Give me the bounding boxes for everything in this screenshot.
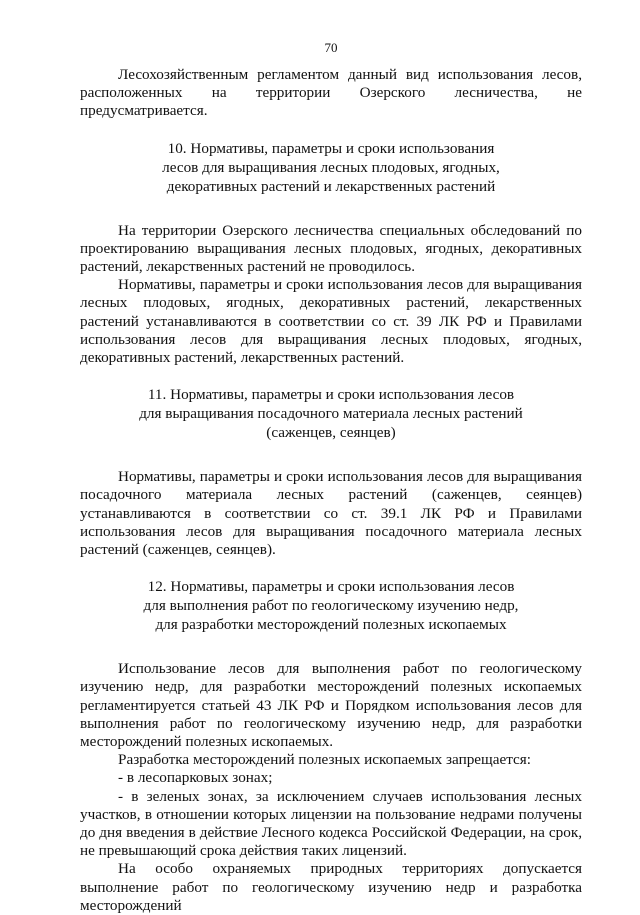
section-11-heading-line-2: для выращивания посадочного материала лесных растений bbox=[139, 405, 523, 423]
section-12-heading-line-3: для разработки месторождений полезных ископаемых bbox=[155, 616, 507, 634]
section-12-heading-line-1: 12. Нормативы, параметры и сроки использования лесов bbox=[147, 578, 515, 596]
intro-paragraph: Лесохозяйственным регламентом данный вид использования лесов, расположенных на территории Озерского лесничества, не предусматривается. bbox=[80, 66, 582, 120]
section-10-heading bbox=[80, 139, 582, 196]
section-10-heading-line-2: лесов для выращивания лесных плодовых, ягодных, bbox=[162, 158, 500, 176]
section-10-paragraph-2: Нормативы, параметры и сроки использования лесов для выращивания лесных плодовых, ягодных, декоративных растений, лекарственных растений устанавливаются в соответствии со ст. 39 ЛК РФ и Правилами использования лесов для выращивания лесных плодовых, ягодных, декоративных растений, лекарственных растений. bbox=[80, 276, 582, 367]
section-12-list-item-2: - в зеленых зонах, за исключением случаев использования лесных участков, в отношении которых лицензии на пользование недрами получены до дня введения в действие Лесного кодекса Российской Федерации, на срок, не превышающий срока действия таких лицензий. bbox=[80, 787, 582, 860]
section-11-heading-line-1: 11. Нормативы, параметры и сроки использования лесов bbox=[147, 386, 515, 404]
section-12-paragraph-1: Использование лесов для выполнения работ по геологическому изучению недр, для разработки месторождений полезных ископаемых регламентируется статьей 43 ЛК РФ и Порядком использования лесов для выполнения работ по геологическому изучению недр, для разработки месторождений полезных ископаемых. bbox=[80, 660, 582, 751]
page-number: 70 bbox=[324, 40, 338, 55]
section-12-paragraph-3: На особо охраняемых природных территориях допускается выполнение работ по геологическому изучению недр и разработка месторождений bbox=[80, 860, 582, 914]
section-12-heading-line-2: для выполнения работ по геологическому изучению недр, bbox=[143, 597, 519, 615]
section-10-heading-line-1: 10. Нормативы, параметры и сроки использования bbox=[167, 139, 495, 157]
section-11-heading bbox=[80, 385, 582, 442]
section-12-paragraph-2: Разработка месторождений полезных ископаемых запрещается: bbox=[118, 751, 531, 769]
section-10-paragraph-1: На территории Озерского лесничества специальных обследований по проектированию выращивания лесных плодовых, ягодных, декоративных растений, лекарственных растений не проводилось. bbox=[80, 221, 582, 276]
section-11-paragraph-1: Нормативы, параметры и сроки использования лесов для выращивания посадочного материала лесных растений (саженцев, сеянцев) устанавливаются в соответствии со ст. 39.1 ЛК РФ и Правилами использования лесов для выращивания посадочного материала лесных растений (саженцев, сеянцев). bbox=[80, 468, 582, 559]
document-page bbox=[80, 40, 582, 915]
section-10-heading-line-3: декоративных растений и лекарственных растений bbox=[166, 177, 496, 195]
section-12-heading bbox=[80, 577, 582, 634]
section-11-heading-line-3: (саженцев, сеянцев) bbox=[266, 424, 396, 442]
section-12-list-item-1: - в лесопарковых зонах; bbox=[118, 769, 273, 787]
